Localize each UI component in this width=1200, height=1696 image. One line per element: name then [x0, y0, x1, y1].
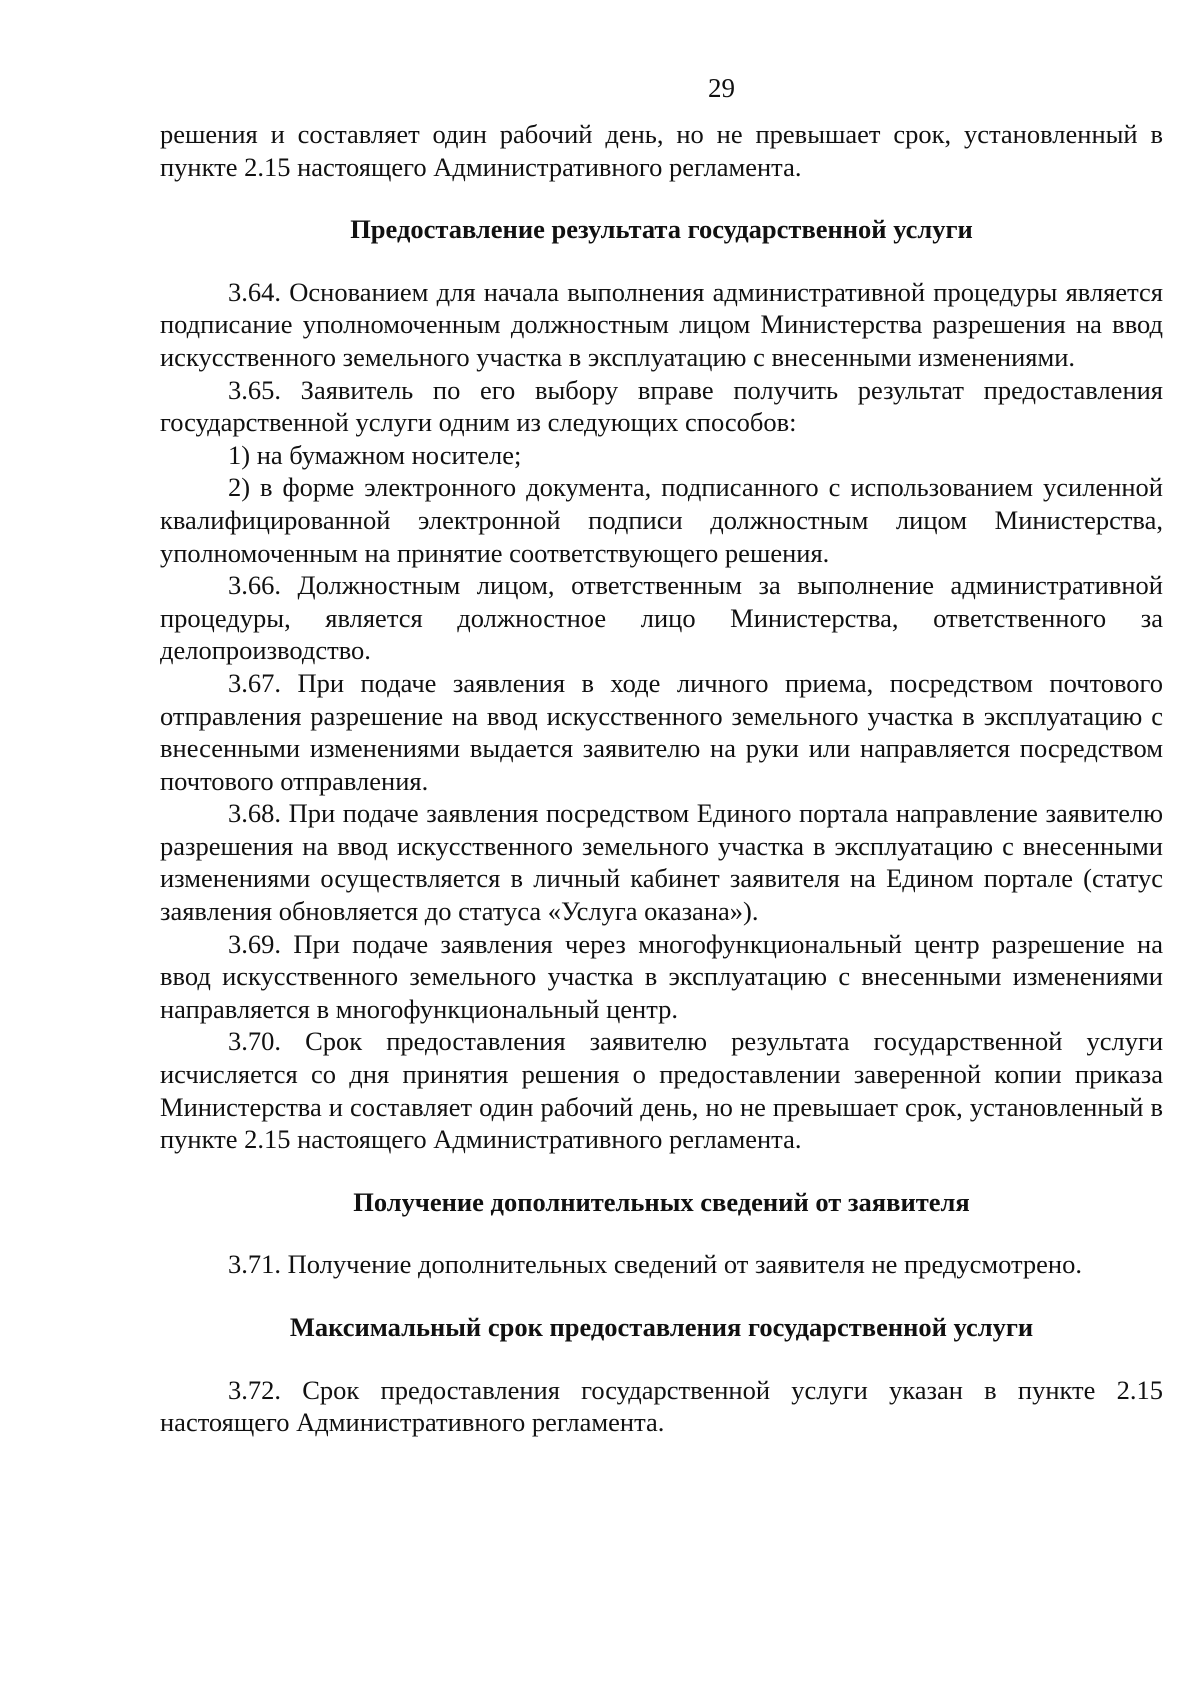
paragraph-3-72: 3.72. Срок предоставления государственной услуги указан в пункте 2.15 настоящего Административного регламента.	[160, 1374, 1163, 1438]
paragraph-3-64: 3.64. Основанием для начала выполнения административной процедуры является подписание уполномоченным должностным лицом Министерства разрешения на ввод искусственного земельного участка в эксплуатацию с внесенными изменениями.	[160, 276, 1163, 372]
paragraph-3-71: 3.71. Получение дополнительных сведений от заявителя не предусмотрено.	[228, 1249, 1082, 1280]
paragraph-3-70: 3.70. Срок предоставления заявителю результата государственной услуги исчисляется со дня принятия решения о предоставлении заверенной копии приказа Министерства и составляет один рабочий день, но не превышает срок, установленный в пункте 2.15 настоящего Административного регламента.	[160, 1026, 1163, 1155]
section-heading-additional-info: Получение дополнительных сведений от заявителя	[353, 1186, 970, 1217]
list-item-1: 1) на бумажном носителе;	[228, 439, 522, 470]
paragraph-3-65: 3.65. Заявитель по его выбору вправе получить результат предоставления государственной услуги одним из следующих способов:	[160, 374, 1163, 438]
list-item-2: 2) в форме электронного документа, подписанного с использованием усиленной квалифицированной электронной подписи должностным лицом Министерства, уполномоченным на принятие соответствующего решения.	[160, 472, 1163, 568]
paragraph-continuation: решения и составляет один рабочий день, но не превышает срок, установленный в пункте 2.15 настоящего Административного регламента.	[160, 119, 1163, 182]
paragraph-3-67: 3.67. При подаче заявления в ходе личного приема, посредством почтового отправления разрешение на ввод искусственного земельного участка в эксплуатацию с внесенными изменениями выдается заявителю на руки или направляется посредством почтового отправления.	[160, 667, 1163, 796]
paragraph-3-69: 3.69. При подаче заявления через многофункциональный центр разрешение на ввод искусственного земельного участка в эксплуатацию с внесенными изменениями направляется в многофункциональный центр.	[160, 928, 1163, 1024]
section-heading-max-term: Максимальный срок предоставления государственной услуги	[289, 1312, 1034, 1342]
section-heading-result: Предоставление результата государственной услуги	[350, 214, 973, 245]
paragraph-3-66: 3.66. Должностным лицом, ответственным за выполнение административной процедуры, является должностное лицо Министерства, ответственного за делопроизводство.	[160, 570, 1163, 666]
paragraph-3-68: 3.68. При подаче заявления посредством Единого портала направление заявителю разрешения на ввод искусственного земельного участка в эксплуатацию с внесенными изменениями осуществляется в личный кабинет заявителя на Едином портале (статус заявления обновляется до статуса «Услуга оказана»).	[160, 798, 1163, 927]
document-page	[160, 70, 1163, 1439]
page-number: 29	[708, 73, 735, 103]
